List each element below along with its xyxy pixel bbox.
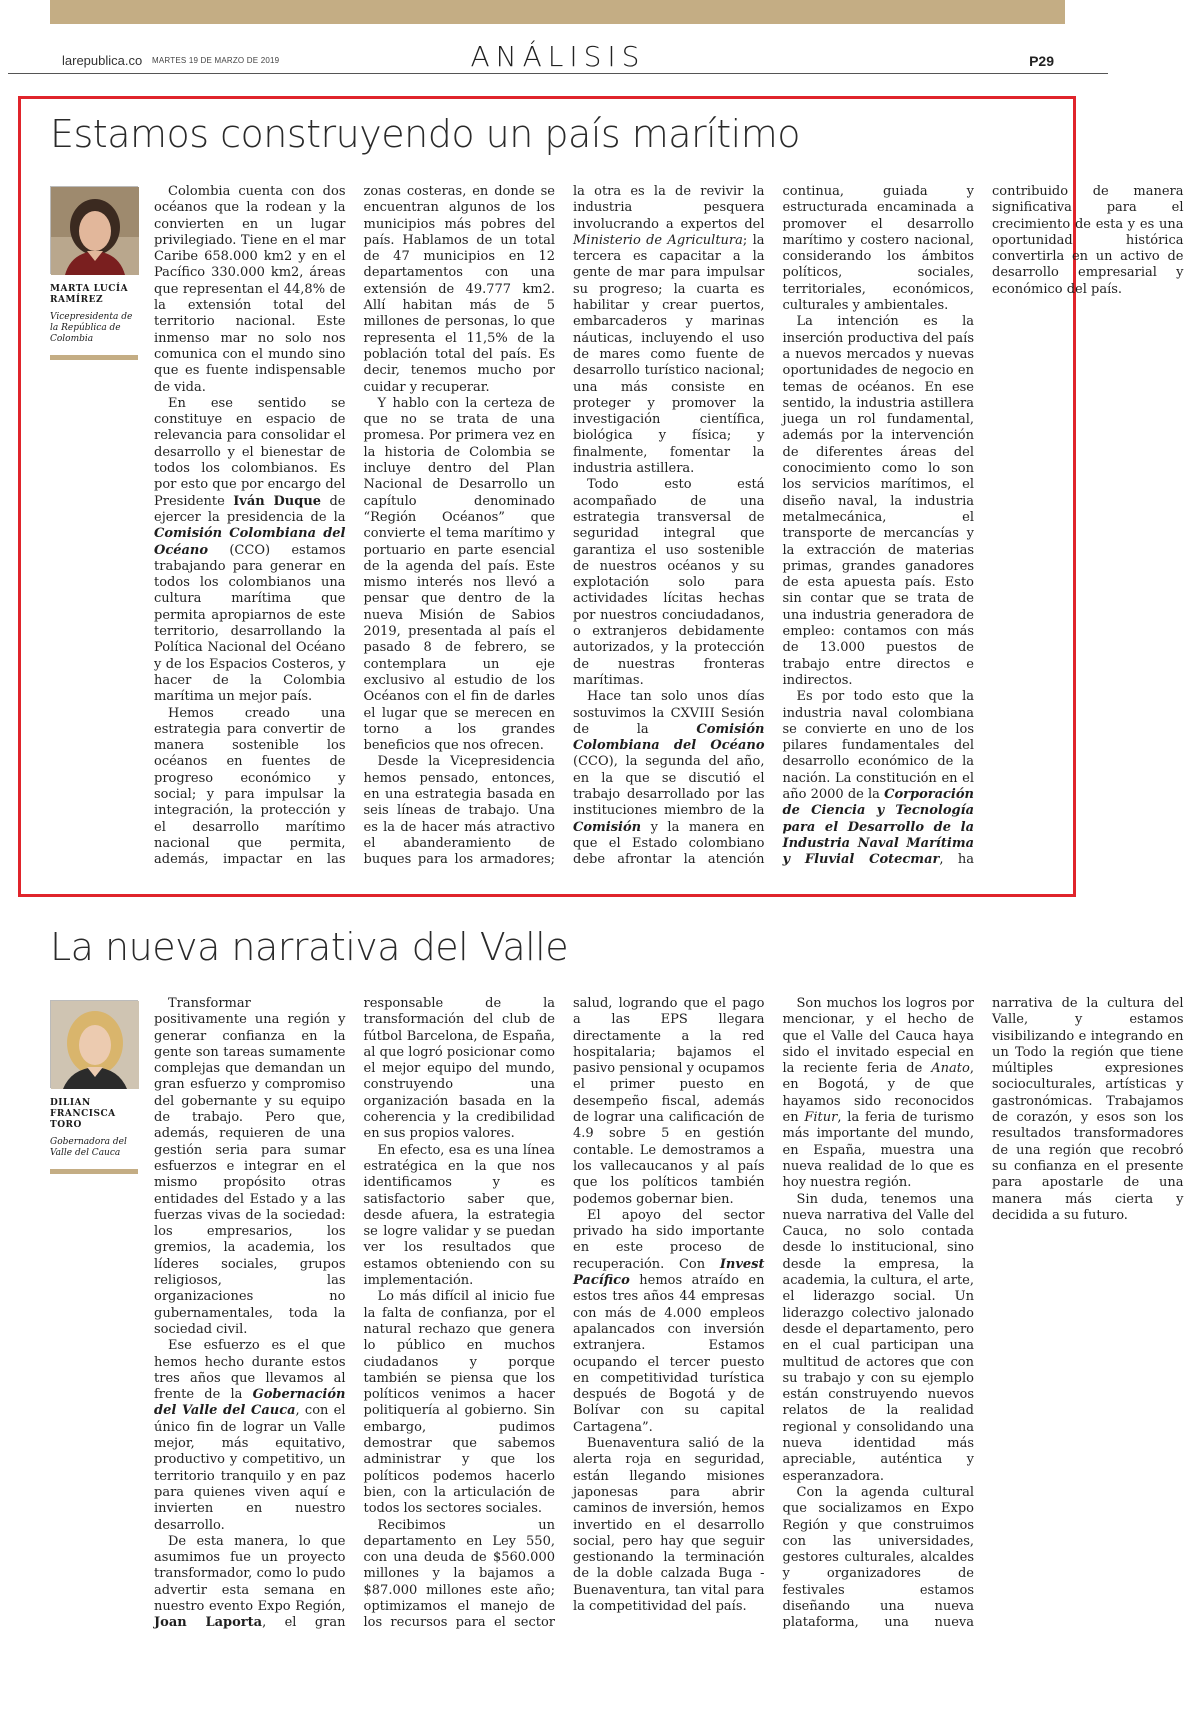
site-name[interactable]: larepublica.co <box>62 53 143 68</box>
paragraph: Hemos creado una estrategia para convertir de manera sostenible los océanos en fuentes de progreso económico y social; y para impulsar la integración, la protección y el desarrollo marítimo nacional que permita, además, impactar en las zonas costeras, en donde se encuentran algunos de los municipios más pobres del país. Hablamos de un total de 47 municipios en 12 departamentos con una extensión de 49.777 km2. Allí habitan más de 5 millones de personas, lo que representa el 11,5% de la población total del país. Es decir, tenemos mucho por cuidar y recuperar. <box>154 184 555 868</box>
article-1-author <box>50 186 138 360</box>
paragraph: En efecto, esa es una línea estratégica en la que nos identificamos y es satisfactorio saber que, desde afuera, la estrategia se logre validar y se puedan ver los resultados que estamos obteniendo con su implementación. <box>363 1142 555 1289</box>
article-1-headline: Estamos construyendo un país marítimo <box>50 112 800 156</box>
paragraph: Son muchos los logros por mencionar, y el hecho de que el Valle del Cauca haya sido el invitado especial en la reciente feria de Anato, en Bogotá, y de que hayamos sido reconocidos en Fitur, la feria de turismo más importante del mundo, en España, muestra una nueva realidad de lo que es hoy nuestra región. <box>782 996 974 1191</box>
author-role: Gobernadora del Valle del Cauca <box>50 1137 127 1158</box>
paragraph: Con la agenda cultural que socializamos en Expo Región y que construimos con las universidades, gestores culturales, alcaldes y organizadores de festivales estamos diseñando una nueva plataforma, una nueva narrativa de la cultura del Valle, y estamos visibilizando e integrando en un Todo la región que tiene múltiples expresiones socioculturales, artísticas y gastronómicas. Trabajamos de corazón, y esos son los resultados transformadores de una región que recobró su confianza en el presente para apostarle de una manera más cierta y decidida a su futuro. <box>782 996 1184 1631</box>
paragraph: La intención es la inserción productiva del país a nuevos mercados y nuevas oportunidades de negocio en temas de océanos. En ese sentido, la industria astillera juega un rol fundamental, además por la intervención de diferentes áreas del conocimiento como lo son los servicios marítimos, el diseño naval, la industria metalmecánica, el transporte de mercancías y la extracción de materias primas, grandes ganadores de esta apuesta país. Esto sin contar que se trata de una industria generadora de empleo: contamos con más de 13.000 puestos de trabajo entre directos e indirectos. <box>782 314 974 688</box>
paragraph: Desde la Vicepresidencia hemos pensado, entonces, en una estrategia basada en seis líneas de trabajo. Una es la de hacer más atractivo el abanderamiento de buques para los armadores; la otra es la de revivir la industria pesquera involucrando a expertos del Ministerio de Agricultura; la tercera es capacitar a la gente de mar para impulsar su progreso; la cuarta es habilitar y crear puertos, embarcaderos y marinas náuticas, incluyendo el uso de mares como fuente de desarrollo turístico nacional; una más consiste en proteger y promover la investigación científica, biológica y física; y finalmente, fomentar la industria astillera. <box>363 184 765 868</box>
paragraph: En ese sentido se constituye en espacio de relevancia para consolidar el desarrollo y el bienestar de todos los colombianos. Es por esto que por encargo del Presidente Iván Duque de ejercer la presidencia de la Comisión Colombiana del Océano (CCO) estamos trabajando para generar en todos los colombianos una cultura marítima que permita apropiarnos de este territorio, desarrollando la Política Nacional del Océano y de los Espacios Costeros, y hacer de la Colombia marítima un mejor país. <box>154 395 346 705</box>
paragraph: Recibimos un departamento en Ley 550, con una deuda de $560.000 millones y la bajamos a $87.000 millones este año; optimizamos el manejo de los recursos para el sector salud, logrando que el pago a las EPS llegara directamente a la red hospitalaria; bajamos el pasivo pensional y ocupamos el primer puesto en desempeño fiscal, además de lograr una calificación de 4.9 sobre 5 en gestión contable. Le demostramos a los vallecaucanos y al país que los políticos también podemos gobernar bien. <box>363 996 765 1631</box>
page-header <box>8 40 1108 74</box>
paragraph: Hace tan solo unos días sostuvimos la CXVIII Sesión de la Comisión Colombiana del Océano (CCO), la segunda del año, en la que se discutió el trabajo desarrollado por las instituciones miembro de la Comisión y la manera en que el Estado colombiano debe afrontar la atención continua, guiada y estructurada encaminada a promover el desarrollo marítimo y costero nacional, considerando los ámbitos políticos, sociales, territoriales, económicos, culturales y ambientales. <box>573 184 974 868</box>
paragraph: Es por todo esto que la industria naval colombiana se convierte en uno de los pilares fundamentales del desarrollo económico de la nación. La constitución en el año 2000 de la Corporación de Ciencia y Tecnología para el Desarrollo de la Industria Naval Marítima y Fluvial Cotecmar, ha contribuido de manera significativa para el crecimiento de esta y es una oportunidad histórica convertirla en un activo de desarrollo empresarial y económico del país. <box>782 184 1184 868</box>
author-name: DILIAN FRANCISCA TORO <box>50 1098 116 1130</box>
article-2-headline: La nueva narrativa del Valle <box>50 925 569 969</box>
paragraph: Sin duda, tenemos una nueva narrativa del Valle del Cauca, no solo contada desde lo institucional, sino desde la empresa, la academia, la cultura, el arte, el liderazgo social. Un liderazgo colectivo jalonado desde el departamento, pero en el cual participan una multitud de actores que con su trabajo y con su ejemplo están construyendo nuevos relatos de la realidad regional y consolidando una nueva identidad más apreciable, auténtica y esperanzadora. <box>782 1191 974 1484</box>
article-2-author <box>50 1000 138 1174</box>
section-title: ANÁLISIS <box>470 40 646 73</box>
top-color-bar <box>50 0 1065 24</box>
paragraph: Todo esto está acompañado de una estrategia transversal de seguridad integral que garantiza el uso sostenible de nuestros océanos y su explotación solo para actividades lícitas hechas por nuestros conciudadanos, o extranjeros debidamente autorizados, y la protección de nuestras fronteras marítimas. <box>573 477 765 688</box>
issue-date: MARTES 19 DE MARZO DE 2019 <box>152 56 280 65</box>
author-divider <box>50 1169 138 1174</box>
paragraph: Colombia cuenta con dos océanos que la rodean y la convierten en un lugar privilegiado. Tiene en el mar Caribe 658.000 km2 y en el Pacífico 330.000 km2, áreas que representan el 44,8% de la extensión total del territorio nacional. Este inmenso mar no solo nos comunica con el mundo sino que es fuente indispensable de vida. <box>154 184 346 395</box>
paragraph: Transformar positivamente una región y generar confianza en la gente son tareas sumamente complejas que demandan un gran esfuerzo y compromiso del gobernante y su equipo de trabajo. Pero que, además, requieren de una gestión seria para sumar esfuerzos e integrar en el mismo propósito otras entidades del Estado y a las fuerzas vivas de la sociedad: los empresarios, los gremios, la academia, los líderes sociales, grupos religiosos, las organizaciones no gubernamentales, toda la sociedad civil. <box>154 996 346 1337</box>
paragraph: El apoyo del sector privado ha sido importante en este proceso de recuperación. Con Invest Pacífico hemos atraído en estos tres años 44 empresas con más de 4.000 empleos apalancados con inversión extranjera. Estamos ocupando el tercer puesto en competitividad turística después de Bogotá y de Bolívar con su capital Cartagena”. <box>573 1207 765 1435</box>
author-role: Vicepresidenta de la República de Colombia <box>50 312 133 344</box>
paragraph: Lo más difícil al inicio fue la falta de confianza, por el natural rechazo que genera lo público en muchos ciudadanos y porque también se piensa que los políticos venimos a hacer politiquería al gobierno. Sin embargo, pudimos demostrar que sabemos administrar y que los políticos podemos hacerlo bien, con la articulación de todos los sectores sociales. <box>363 1289 555 1517</box>
article-1-body <box>154 184 1184 880</box>
paragraph: De esta manera, lo que asumimos fue un proyecto transformador, como lo pudo advertir esta semana en nuestro evento Expo Región, Joan Laporta, el gran responsable de la transformación del club de fútbol Barcelona, de España, al que logró posicionar como el mejor equipo del mundo, construyendo una organización basada en la coherencia y la credibilidad en sus propios valores. <box>154 996 555 1631</box>
author-photo <box>50 1000 138 1088</box>
paragraph: Ese esfuerzo es el que hemos hecho durante estos tres años que llevamos al frente de la Gobernación del Valle del Cauca, con el único fin de lograr un Valle mejor, más equitativo, productivo y competitivo, un territorio tranquilo y en paz para quienes viven aquí e invierten en nuestro desarrollo. <box>154 1338 346 1533</box>
page-number: P29 <box>1029 53 1054 69</box>
article-2-body <box>154 996 1184 1646</box>
author-photo <box>50 186 138 274</box>
author-divider <box>50 355 138 360</box>
paragraph: Buenaventura salió de la alerta roja en seguridad, están llegando misiones japonesas para abrir caminos de inversión, hemos invertido en el desarrollo social, pero hay que seguir gestionando la terminación de la doble calzada Buga - Buenaventura, tan vital para la competitividad del país. <box>573 1436 765 1614</box>
author-name: MARTA LUCÍA RAMÍREZ <box>50 284 129 305</box>
paragraph: Y hablo con la certeza de que no se trata de una promesa. Por primera vez en la historia de Colombia se incluye dentro del Plan Nacional de Desarrollo un capítulo denominado “Región Océanos” que convierte el tema marítimo y portuario en parte esencial de la agenda del país. Este mismo interés nos llevó a pensar que dentro de la nueva Misión de Sabios 2019, presentada al país el pasado 8 de febrero, se contemplara un eje exclusivo al estudio de los Océanos con el fin de darles el lugar que se merecen en torno a los grandes beneficios que nos ofrecen. <box>363 395 555 754</box>
